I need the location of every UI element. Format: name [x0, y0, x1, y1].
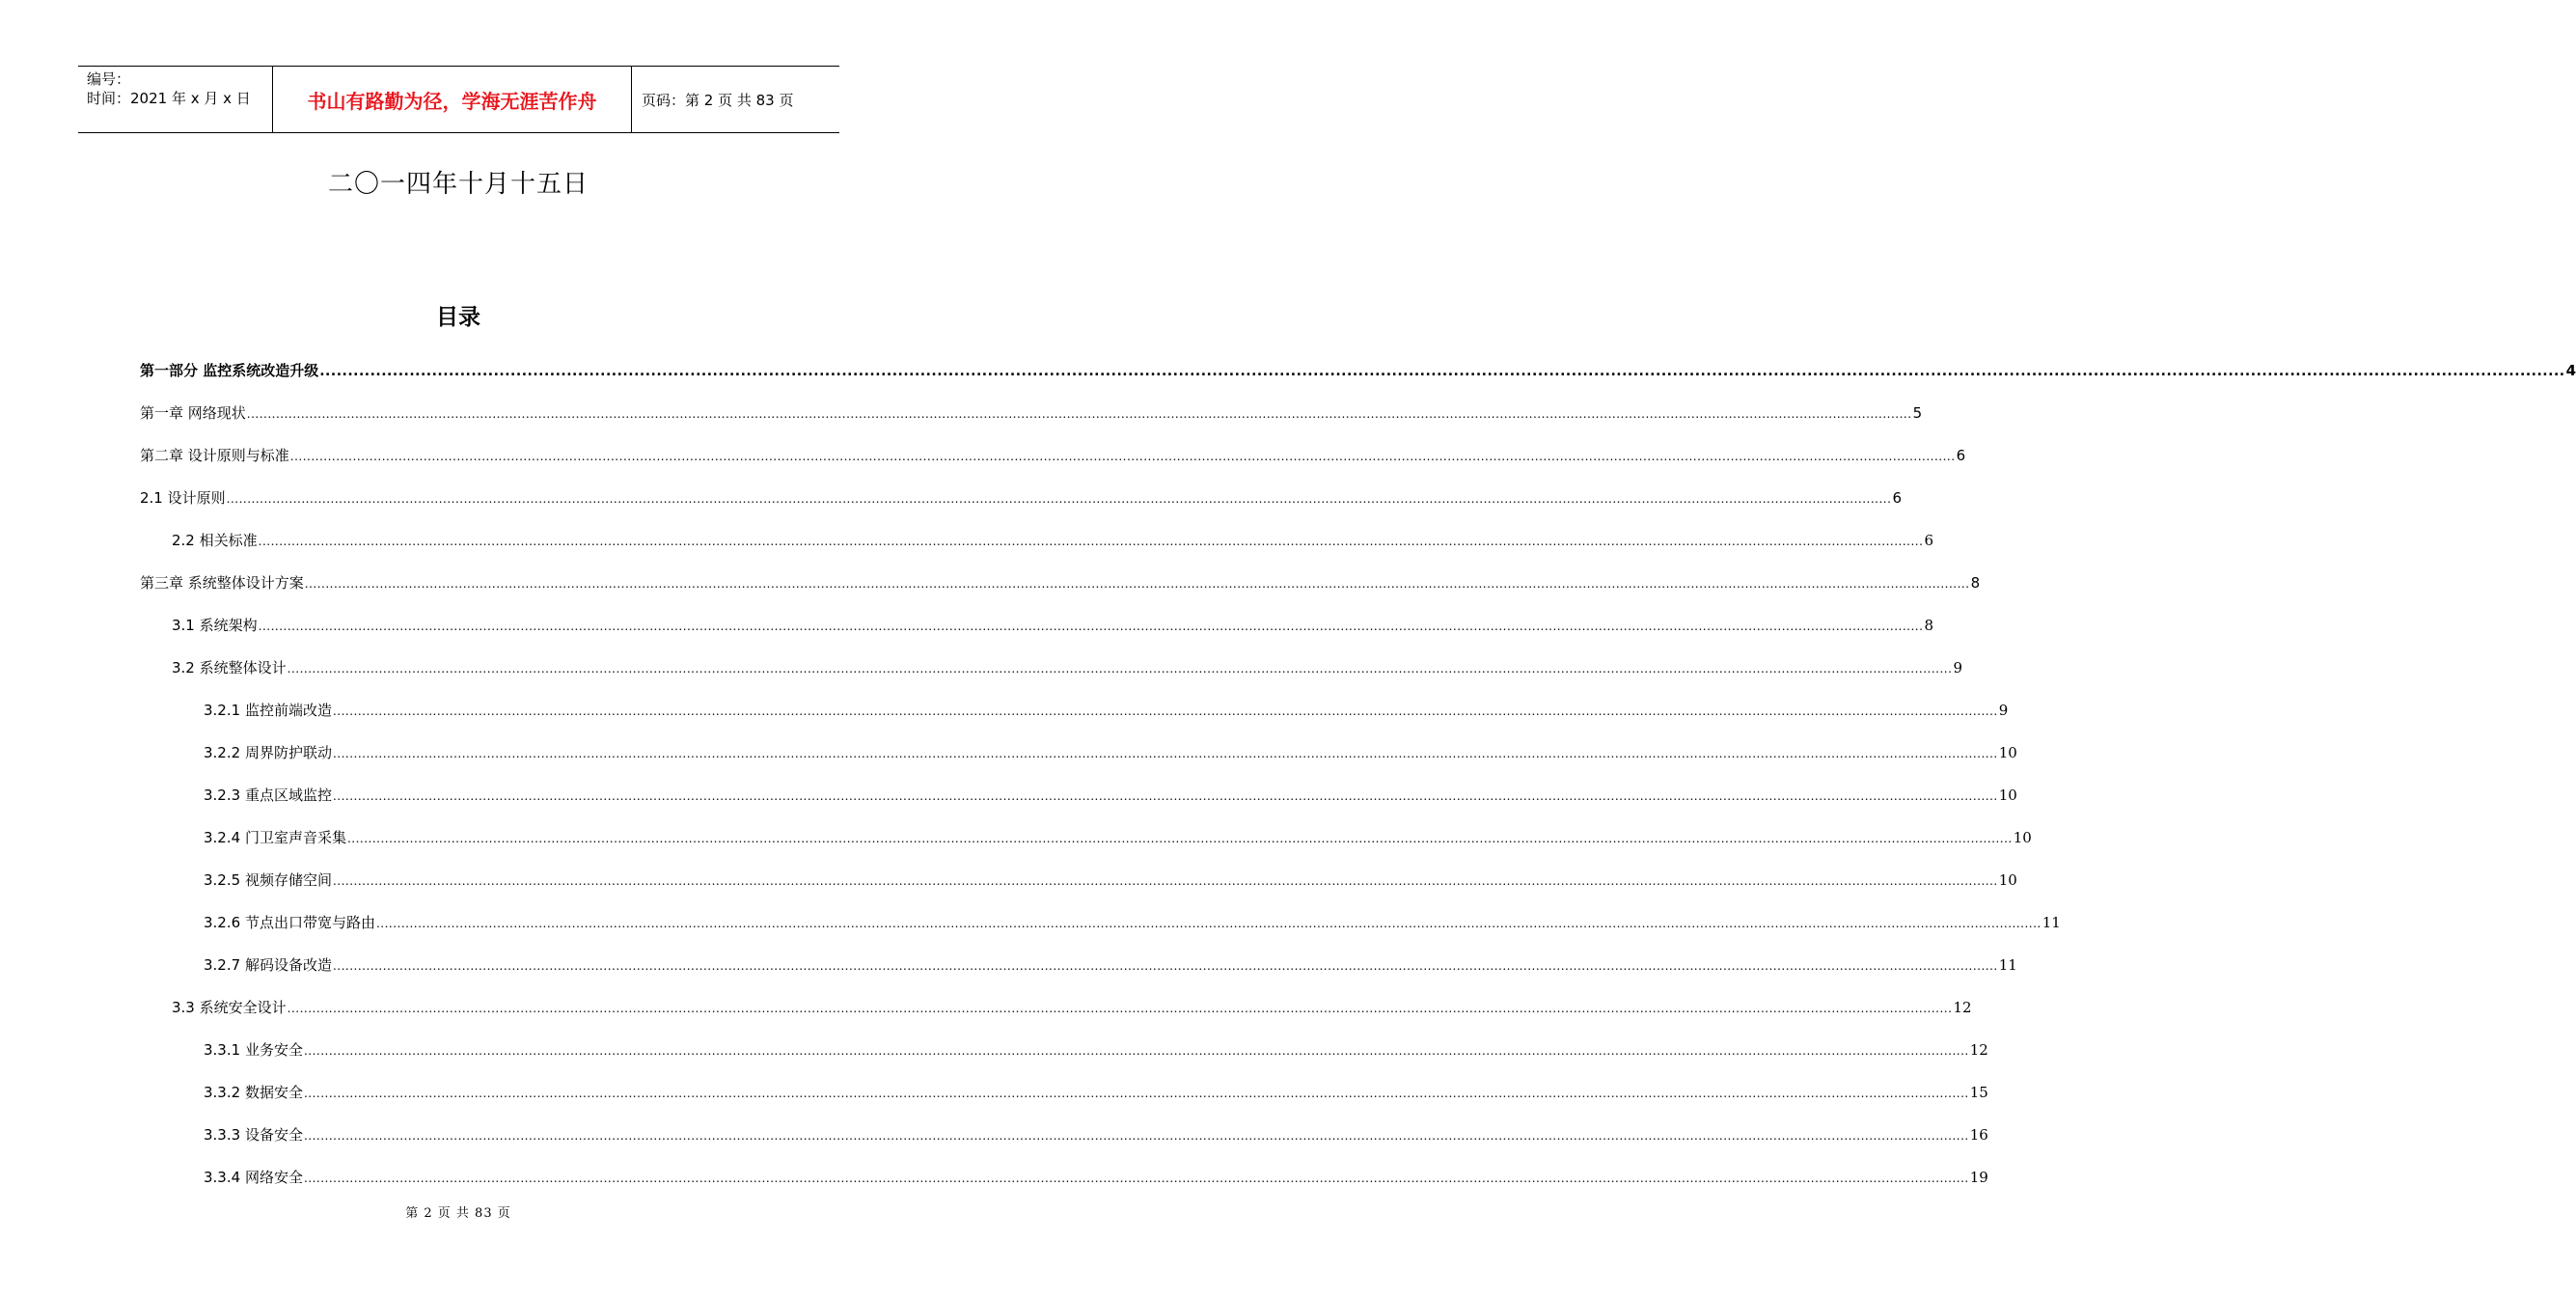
toc-leader-dots: ................................................................................................................................................................................................................................................................................................................................................................................................................ [303, 1129, 1969, 1143]
toc-entry[interactable] [140, 401, 1923, 425]
toc-entry-label [204, 784, 332, 807]
toc-entry-label [172, 614, 258, 637]
toc-entry-label [140, 359, 318, 382]
toc-entry-label [204, 1038, 303, 1062]
toc-entry-label [140, 444, 289, 467]
toc-entry[interactable] [204, 1081, 1988, 1104]
toc-entry-page: 12 [1953, 999, 1972, 1016]
toc-entry-text: 解码设备改造 [244, 956, 332, 974]
toc-leader-dots: ................................................................................................................................................................................................................................................................................................................................................................................................................ [226, 492, 1892, 506]
toc-entry-text: 第一部分 监控系统改造升级 [140, 362, 319, 379]
toc-entry-label [172, 529, 258, 552]
toc-leader-dots: ................................................................................................................................................................................................................................................................................................................................................................................................................ [258, 620, 1924, 633]
toc-leader-dots: ................................................................................................................................................................................................................................................................................................................................................................................................................ [346, 832, 2013, 845]
toc-entry-text: 视频存储空间 [244, 871, 332, 889]
toc-entry-text: 系统安全设计 [199, 999, 287, 1016]
toc-entry-label [172, 996, 287, 1019]
toc-entry-label [204, 911, 375, 934]
toc-entry-number: 3.2.3 [204, 786, 241, 804]
date-line: 二〇一四年十月十五日 [327, 170, 589, 199]
toc-entry-number: 3.2 [172, 659, 195, 676]
toc-entry-page: 10 [2013, 829, 2032, 846]
toc-entry[interactable] [204, 784, 2017, 807]
toc-entry[interactable] [204, 911, 2061, 934]
toc-entry[interactable] [140, 359, 2576, 382]
toc-entry[interactable] [204, 1166, 1988, 1189]
toc-entry-text: 系统架构 [199, 617, 258, 634]
toc-entry-page: 10 [1998, 744, 2017, 761]
header-motto: 书山有路勤为径，学海无涯苦作舟 [272, 67, 632, 132]
toc-entry-text: 系统整体设计 [199, 659, 287, 676]
toc-entry-text: 重点区域监控 [244, 786, 332, 804]
toc-entry-text: 设计原则 [167, 489, 226, 507]
toc-entry-page: 11 [2042, 914, 2061, 931]
toc-entry-number: 3.2.2 [204, 744, 241, 761]
toc-entry-label [204, 953, 332, 977]
toc-entry-page: 8 [1924, 617, 1933, 634]
toc-entry-number: 3.2.4 [204, 829, 241, 846]
toc-leader-dots: ................................................................................................................................................................................................................................................................................................................................................................................................................ [258, 535, 1924, 548]
toc-entry-text: 业务安全 [244, 1041, 303, 1059]
toc-entry-text: 节点出口带宽与路由 [244, 914, 375, 931]
toc-leader-dots: ................................................................................................................................................................................................................................................................................................................................................................................................................ [332, 874, 1998, 888]
toc-entry[interactable] [204, 741, 2017, 764]
toc-entry-text: 周界防护联动 [244, 744, 332, 761]
toc-entry-label [204, 699, 332, 722]
toc-entry-text: 第二章 设计原则与标准 [140, 447, 289, 464]
toc-leader-dots: ................................................................................................................................................................................................................................................................................................................................................................................................................ [246, 407, 1912, 421]
toc-entry-number: 3.2.7 [204, 956, 241, 974]
toc-entry[interactable] [204, 869, 2017, 892]
toc-entry-label [172, 656, 287, 679]
toc-entry-number: 3.2.1 [204, 702, 241, 719]
toc-entry-number: 3.3.2 [204, 1084, 241, 1101]
toc-leader-dots: ................................................................................................................................................................................................................................................................................................................................................................................................................ [303, 1087, 1969, 1100]
toc-entry-number: 3.3.4 [204, 1169, 241, 1186]
toc-entry-page: 4 [2565, 362, 2576, 379]
toc-entry[interactable] [204, 1038, 1988, 1062]
toc-entry-label [140, 571, 304, 594]
toc-entry[interactable] [140, 444, 1966, 467]
toc-entry-label [204, 1081, 303, 1104]
toc-entry[interactable] [172, 614, 1933, 637]
toc-leader-dots: ................................................................................................................................................................................................................................................................................................................................................................................................................ [332, 704, 1998, 718]
toc-entry[interactable] [204, 1123, 1988, 1146]
toc-entry-page: 10 [1998, 786, 2017, 804]
toc-entry-page: 12 [1969, 1041, 1988, 1059]
toc-entry-number: 3.3.1 [204, 1041, 241, 1059]
toc-leader-dots: ................................................................................................................................................................................................................................................................................................................................................................................................................ [332, 959, 1998, 973]
toc-entry-page: 16 [1969, 1126, 1988, 1144]
toc-entry-text: 第一章 网络现状 [140, 404, 246, 422]
toc-entry-page: 9 [1998, 702, 2009, 719]
header-meta [78, 67, 272, 132]
toc-entry-label [140, 486, 226, 510]
toc-entry-text: 监控前端改造 [244, 702, 332, 719]
toc-entry-number: 3.3.3 [204, 1126, 241, 1144]
toc-entry-label [140, 401, 246, 425]
toc-entry-number: 3.3 [172, 999, 195, 1016]
toc-entry[interactable] [204, 826, 2032, 849]
toc-entry[interactable] [204, 953, 2017, 977]
toc-entry[interactable] [172, 656, 1962, 679]
toc-entry-page: 11 [1998, 956, 2017, 974]
toc-entry-text: 门卫室声音采集 [244, 829, 346, 846]
toc-leader-dots: ................................................................................................................................................................................................................................................................................................................................................................................................................ [287, 1002, 1953, 1015]
toc-leader-dots: ................................................................................................................................................................................................................................................................................................................................................................................................................ [303, 1044, 1969, 1058]
toc-leader-dots: ................................................................................................................................................................................................................................................................................................................................................................................................................ [319, 364, 2565, 379]
toc-entry-page: 5 [1912, 404, 1923, 422]
toc-entry[interactable] [140, 486, 1902, 510]
toc-entry-label [204, 1166, 303, 1189]
toc-leader-dots: ................................................................................................................................................................................................................................................................................................................................................................................................................ [304, 577, 1970, 591]
toc-entry-page: 19 [1969, 1169, 1988, 1186]
toc-entry-label [204, 869, 332, 892]
time-label: 时间：2021 年 x 月 x 日 [87, 90, 251, 107]
toc-entry-page: 6 [1924, 532, 1933, 549]
toc-entry-number: 3.2.6 [204, 914, 241, 931]
toc-entry-text: 数据安全 [244, 1084, 303, 1101]
toc-leader-dots: ................................................................................................................................................................................................................................................................................................................................................................................................................ [332, 747, 1998, 760]
toc-entry-text: 网络安全 [244, 1169, 303, 1186]
toc-entry-label [204, 741, 332, 764]
toc-entry-page: 10 [1998, 871, 2017, 889]
toc-leader-dots: ................................................................................................................................................................................................................................................................................................................................................................................................................ [375, 917, 2042, 930]
header-page-info: 页码：第 2 页 共 83 页 [642, 91, 794, 109]
toc-entry[interactable] [140, 571, 1981, 594]
toc-leader-dots: ................................................................................................................................................................................................................................................................................................................................................................................................................ [303, 1172, 1969, 1185]
page-footer: 第 2 页 共 83 页 [405, 1206, 511, 1221]
toc-entry-number: 2.1 [140, 489, 163, 507]
toc-entry-page: 8 [1970, 574, 1981, 592]
toc-entry[interactable] [204, 699, 2009, 722]
toc-entry-text: 第三章 系统整体设计方案 [140, 574, 304, 592]
toc-entry-page: 15 [1969, 1084, 1988, 1101]
toc-entry-page: 6 [1956, 447, 1966, 464]
toc-leader-dots: ................................................................................................................................................................................................................................................................................................................................................................................................................ [287, 662, 1953, 676]
toc-entry-label [204, 826, 346, 849]
toc-entry-text: 设备安全 [244, 1126, 303, 1144]
toc-title: 目录 [436, 305, 480, 330]
number-label: 编号： [87, 70, 131, 88]
toc-entry-text: 相关标准 [199, 532, 258, 549]
toc-entry-number: 3.2.5 [204, 871, 241, 889]
toc-entry-label [204, 1123, 303, 1146]
toc-entry[interactable] [172, 529, 1933, 552]
toc-entry-number: 3.1 [172, 617, 195, 634]
toc-entry-page: 9 [1953, 659, 1962, 676]
toc-entry-page: 6 [1892, 489, 1902, 507]
toc-leader-dots: ................................................................................................................................................................................................................................................................................................................................................................................................................ [332, 789, 1998, 803]
page-header [78, 66, 839, 133]
toc-leader-dots: ................................................................................................................................................................................................................................................................................................................................................................................................................ [289, 450, 1956, 463]
toc-entry[interactable] [172, 996, 1972, 1019]
toc-entry-number: 2.2 [172, 532, 195, 549]
